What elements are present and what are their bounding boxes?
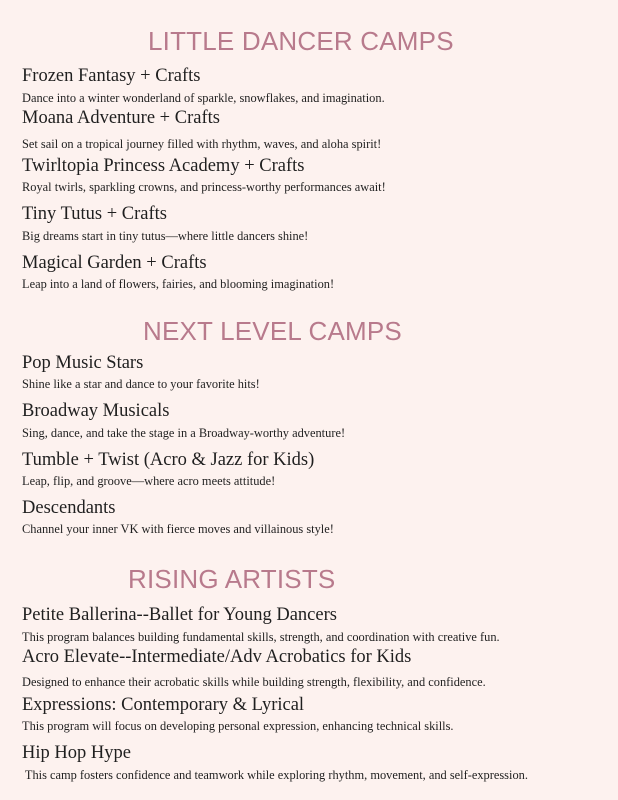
camp-description: Leap, flip, and groove—where acro meets attitude! xyxy=(22,474,276,488)
camp-title: Petite Ballerina--Ballet for Young Dancers xyxy=(22,605,337,625)
camp-description: Leap into a land of flowers, fairies, and blooming imagination! xyxy=(22,277,335,291)
camp-title: Pop Music Stars xyxy=(22,353,144,373)
camp-description: Channel your inner VK with fierce moves and villainous style! xyxy=(22,522,334,536)
camp-title: Acro Elevate--Intermediate/Adv Acrobatics for Kids xyxy=(22,647,412,667)
camp-title: Tumble + Twist (Acro & Jazz for Kids) xyxy=(22,450,315,470)
camp-description: This program balances building fundamental skills, strength, and coordination with creative fun. xyxy=(22,630,500,644)
camp-description: Royal twirls, sparkling crowns, and princess-worthy performances await! xyxy=(22,180,386,194)
camp-title: Magical Garden + Crafts xyxy=(22,253,207,273)
camp-title: Twirltopia Princess Academy + Crafts xyxy=(22,156,305,176)
camp-title: Broadway Musicals xyxy=(22,401,170,421)
camp-title: Frozen Fantasy + Crafts xyxy=(22,66,201,86)
camp-title: Expressions: Contemporary & Lyrical xyxy=(22,695,305,715)
camp-description: Designed to enhance their acrobatic skills while building strength, flexibility, and confidence. xyxy=(22,675,486,689)
camp-title: Descendants xyxy=(22,498,116,518)
camp-description: Sing, dance, and take the stage in a Broadway-worthy adventure! xyxy=(22,426,346,440)
camp-description: Dance into a winter wonderland of sparkle, snowflakes, and imagination. xyxy=(22,91,385,105)
camp-description: This program will focus on developing personal expression, enhancing technical skills. xyxy=(22,719,454,733)
section-heading-little-dancer-camps: LITTLE DANCER CAMPS xyxy=(148,26,454,56)
camp-description: Shine like a star and dance to your favorite hits! xyxy=(22,377,260,391)
camp-title: Moana Adventure + Crafts xyxy=(22,108,220,128)
camp-description: This camp fosters confidence and teamwork while exploring rhythm, movement, and self-expression. xyxy=(22,768,528,782)
section-heading-next-level-camps: NEXT LEVEL CAMPS xyxy=(143,316,402,346)
camp-title: Hip Hop Hype xyxy=(22,743,131,763)
camp-title: Tiny Tutus + Crafts xyxy=(22,204,167,224)
camp-description: Big dreams start in tiny tutus—where little dancers shine! xyxy=(22,229,309,243)
section-heading-rising-artists: RISING ARTISTS xyxy=(128,564,336,594)
camp-description: Set sail on a tropical journey filled with rhythm, waves, and aloha spirit! xyxy=(22,137,382,151)
